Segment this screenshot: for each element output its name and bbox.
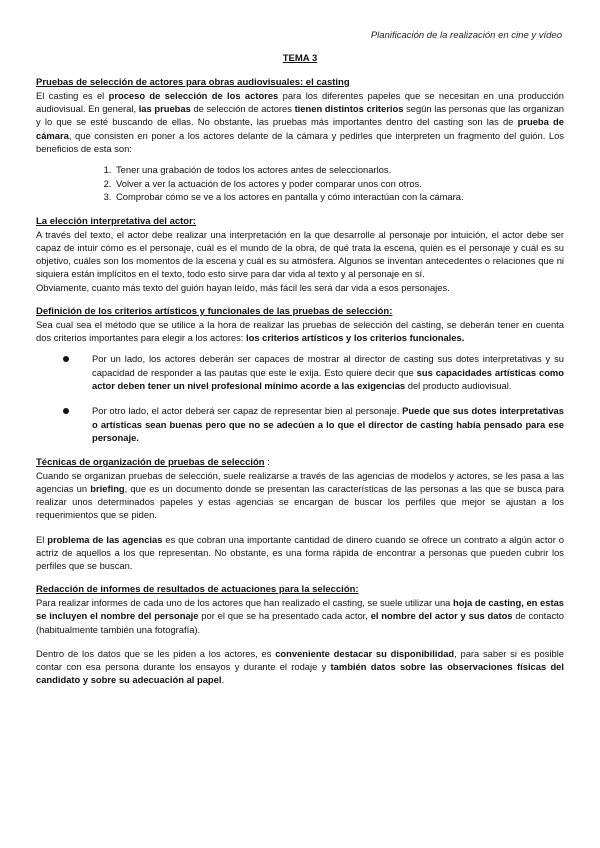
paragraph-eleccion: A través del texto, el actor debe realizar una interpretación en la que desarrolle al personaje por intuición, el actor debe ser capaz de intuir cómo es el personaje, cuál es el mundo de la obra, de qué trata la escena, quién es el personaje y cuál es su objetivo, cuáles son los momentos de la escena y cuál es su atmósfera. Algunos se inventan antecedentes o relaciones que ni siquiera están implícitos en el texto, todo esto sirve para dar vida al texto y al personaje en sí. [36, 228, 564, 280]
criteria-bullets [36, 352, 564, 445]
benefits-list [36, 163, 564, 204]
bullet-icon [63, 356, 69, 362]
section-heading-informes: Redacción de informes de resultados de actuaciones para la selección: [36, 584, 359, 596]
list-item: 3. Comprobar cómo se ve a los actores en pantalla y cómo interactúan con la cámara. [114, 190, 564, 204]
paragraph-informes: Para realizar informes de cada uno de los actores que han realizado el casting, se suele utilizar una hoja de casting, en estas se incluyen el nombre del personaje por el que se ha presentado cada actor, el nombre del actor y sus datos de contacto (habitualmente también una fotografía). [36, 597, 564, 635]
section-heading-criterios: Definición de los criterios artísticos y funcionales de las pruebas de selección: [36, 305, 393, 317]
section-criterios [36, 305, 564, 445]
section-tecnicas [36, 456, 564, 572]
paragraph-casting: El casting es el proceso de selección de los actores para los diferentes papeles que se necesitan en una producción audiovisual. En general, las pruebas de selección de actores tienen distintos criterios según las personas que las organizan y lo que se esté buscando de ellas. No obstante, las pruebas más importantes dentro del casting son las de prueba de cámara, que consisten en poner a los actores delante de la cámara y pedirles que interpreten un fragmento del guión. Los beneficios de esta son: [36, 90, 565, 154]
list-item: Por un lado, los actores deberán ser capaces de mostrar al director de casting sus dotes interpretativas y su capacidad de responder a las pautas que este le exija. Esto quiere decir que sus capacidades artísticas como actor deben tener un nivel profesional mínimo acorde a las exigencias del producto audiovisual. [36, 352, 564, 393]
page-title: TEMA 3 [282, 53, 318, 64]
running-header: Planificación de la realización en cine y vídeo [370, 30, 562, 41]
section-heading-tecnicas: Técnicas de organización de pruebas de selección [36, 456, 265, 468]
section-heading-tecnicas-wrap: Técnicas de organización de pruebas de selección : [36, 456, 270, 468]
section-informes [36, 583, 564, 686]
bullet-icon [63, 408, 69, 414]
paragraph-informes-2: Dentro de los datos que se les piden a los actores, es conveniente destacar su disponibilidad, para saber si es posible contar con esa persona durante los ensayos y durante el rodaje y también datos sobre las observaciones físicas del candidato y sobre su adecuación al papel. [36, 647, 565, 686]
section-heading-eleccion: La elección interpretativa del actor: [36, 215, 196, 227]
list-item: 1. Tener una grabación de todos los actores antes de seleccionarlos. [114, 163, 564, 177]
paragraph-eleccion-2: Obviamente, cuanto más texto del guión hayan leído, más fácil les será dar vida a esos personajes. [36, 281, 450, 293]
paragraph-criterios: Sea cual sea el método que se utilice a la hora de realizar las pruebas de selección del casting, se deberán tener en cuenta dos criterios importantes para elegir a los actores: los criterios artísticos y los criterios funcionales. [36, 318, 564, 344]
paragraph-tecnicas-2: El problema de las agencias es que cobran una importante cantidad de dinero cuando se ofrece un contrato a algún actor o actriz de aquellos a los que representan. No obstante, es una forma rápida de encontrar a personas que pueden cubrir los perfiles que se buscan. [36, 533, 564, 571]
section-heading-casting: Pruebas de selección de actores para obras audiovisuales: el casting [36, 77, 350, 88]
paragraph-tecnicas: Cuando se organizan pruebas de selección, suele realizarse a través de las agencias de modelos y actores, se les pasa a las agencias un briefing, que es un documento donde se presentan las características de las personas a las que se busca para realizar unos determinados papeles y estas agencias se encargan de buscar los perfiles que mejor se ajustan a los requerimientos que se piden. [36, 469, 565, 521]
list-item: 2. Volver a ver la actuación de los actores y poder comparar unos con otros. [114, 177, 564, 191]
section-casting [36, 76, 564, 204]
list-item: Por otro lado, el actor deberá ser capaz de representar bien al personaje. Puede que sus dotes interpretativas o artísticas sean buenas pero que no se adecúen a lo que el director de casting había pensado para ese personaje. [36, 404, 564, 445]
section-eleccion [36, 215, 564, 294]
